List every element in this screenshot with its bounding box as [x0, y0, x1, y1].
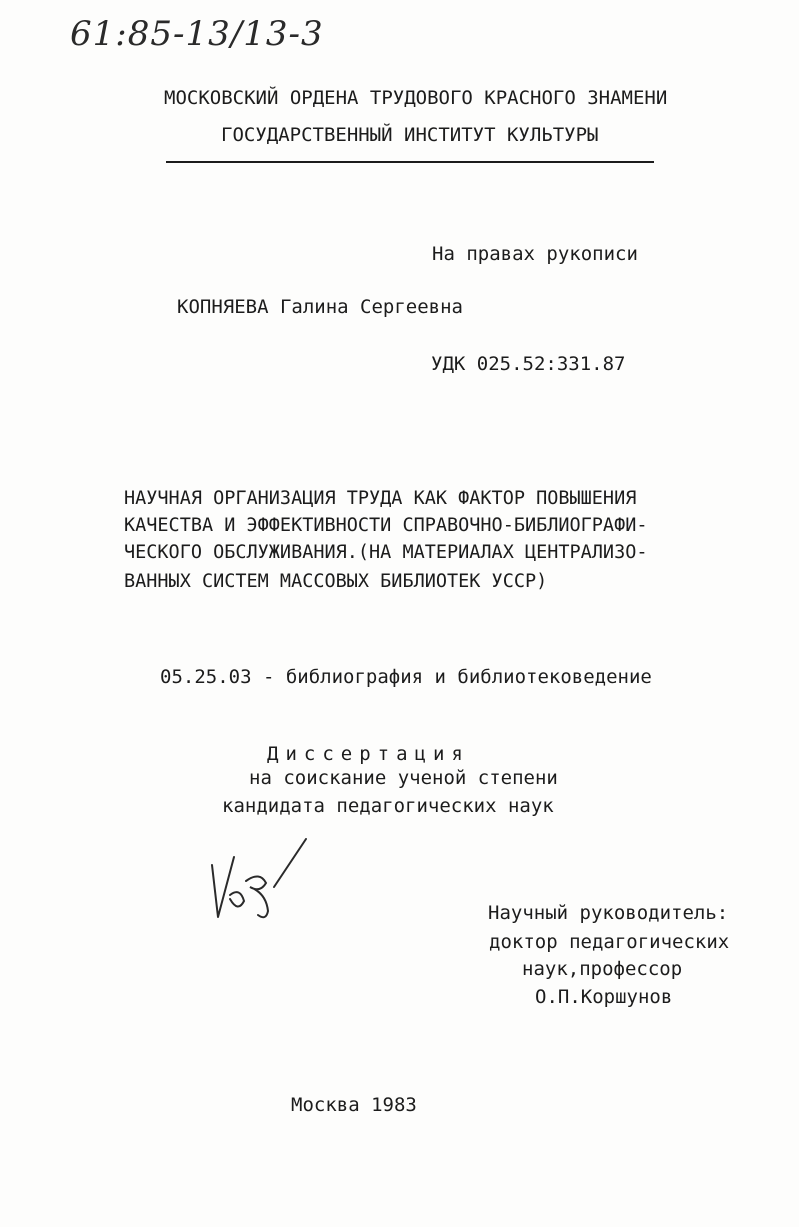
institution-line-2: ГОСУДАРСТВЕННЫЙ ИНСТИТУТ КУЛЬТУРЫ [221, 124, 599, 146]
dissertation-heading: Диссертация [267, 743, 470, 765]
supervisor-name: О.П.Коршунов [535, 986, 673, 1008]
thesis-title-line: НАУЧНАЯ ОРГАНИЗАЦИЯ ТРУДА КАК ФАКТОР ПОВЫШЕНИЯ [124, 488, 637, 509]
dissertation-field-line: кандидата педагогических наук [222, 795, 554, 817]
dissertation-degree-line: на соискание ученой степени [249, 767, 558, 789]
thesis-title-line: КАЧЕСТВА И ЭФФЕКТИВНОСТИ СПРАВОЧНО-БИБЛИОГРАФИ- [124, 515, 648, 536]
author-name: КОПНЯЕВА Галина Сергеевна [177, 296, 463, 318]
place-year: Москва 1983 [291, 1094, 417, 1116]
thesis-title-line: ВАННЫХ СИСТЕМ МАССОВЫХ БИБЛИОТЕК УССР) [124, 571, 548, 592]
institution-line-1: МОСКОВСКИЙ ОРДЕНА ТРУДОВОГО КРАСНОГО ЗНАМЕНИ [164, 87, 668, 109]
signature-mark [200, 835, 320, 935]
supervisor-degree-line-2: наук,профессор [522, 958, 683, 980]
rights-note: На правах рукописи [432, 243, 638, 265]
supervisor-degree-line-1: доктор педагогических [489, 931, 730, 953]
thesis-title-line: ЧЕСКОГО ОБСЛУЖИВАНИЯ.(НА МАТЕРИАЛАХ ЦЕНТРАЛИЗО- [124, 542, 648, 563]
supervisor-label: Научный руководитель: [488, 902, 729, 924]
specialty-code: 05.25.03 - библиография и библиотековедение [160, 666, 652, 688]
header-divider [166, 161, 654, 163]
archive-mark: 61:85-13/13-3 [70, 14, 324, 54]
udk-code: УДК 025.52:331.87 [431, 353, 626, 375]
